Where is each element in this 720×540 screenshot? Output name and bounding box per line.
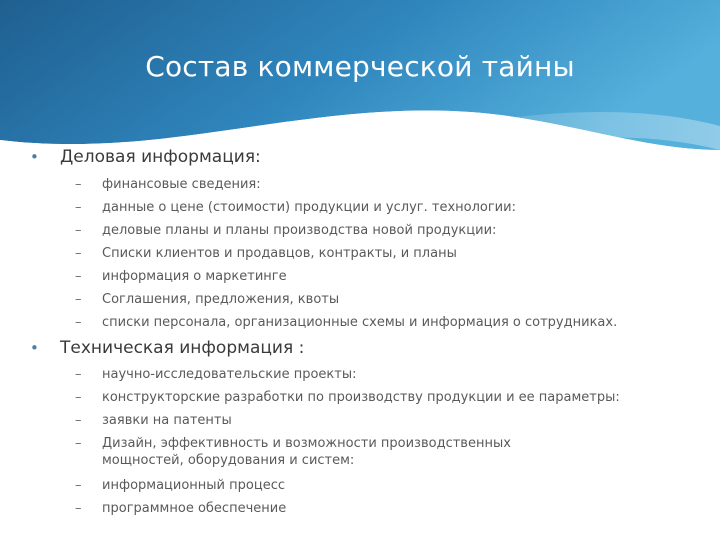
list-item-text: Списки клиентов и продавцов, контракты, и планы bbox=[102, 246, 457, 261]
list-item bbox=[75, 389, 715, 406]
list-item bbox=[75, 222, 715, 239]
list-item-text: Дизайн, эффективность и возможности производственных мощностей, оборудования и систем: bbox=[102, 436, 511, 468]
dash-icon: – bbox=[75, 269, 82, 284]
dash-icon: – bbox=[75, 436, 82, 451]
section-label: Деловая информация: bbox=[60, 147, 261, 167]
slide-title: Состав коммерческой тайны bbox=[145, 50, 575, 83]
list-item bbox=[75, 500, 715, 517]
section-bullet-technical bbox=[30, 337, 304, 359]
list-item-text: программное обеспечение bbox=[102, 501, 287, 516]
list-item bbox=[75, 314, 715, 331]
list-item-text: Соглашения, предложения, квоты bbox=[102, 292, 340, 307]
list-item-text: данные о цене (стоимости) продукции и услуг. технологии: bbox=[102, 200, 516, 215]
list-item-text: финансовые сведения: bbox=[102, 177, 261, 192]
dash-icon: – bbox=[75, 390, 82, 405]
list-item bbox=[75, 412, 715, 429]
dash-icon: – bbox=[75, 367, 82, 382]
list-item-text: конструкторские разработки по производству продукции и ее параметры: bbox=[102, 390, 620, 405]
section-bullet-business bbox=[30, 146, 261, 168]
list-item-text: научно-исследовательские проекты: bbox=[102, 367, 357, 382]
dash-icon: – bbox=[75, 501, 82, 516]
list-item-text: списки персонала, организационные схемы и информация о сотрудниках. bbox=[102, 315, 618, 330]
list-item bbox=[75, 176, 715, 193]
list-item bbox=[75, 199, 715, 216]
dash-icon: – bbox=[75, 200, 82, 215]
dash-icon: – bbox=[75, 315, 82, 330]
list-item-text: деловые планы и планы производства новой продукции: bbox=[102, 223, 497, 238]
section-label: Техническая информация : bbox=[60, 338, 305, 358]
bullet-icon: • bbox=[30, 339, 39, 357]
list-item bbox=[75, 435, 595, 469]
list-item bbox=[75, 477, 715, 494]
dash-icon: – bbox=[75, 413, 82, 428]
list-item bbox=[75, 291, 715, 308]
dash-icon: – bbox=[75, 246, 82, 261]
list-item bbox=[75, 366, 715, 383]
list-item bbox=[75, 245, 715, 262]
list-item-text: заявки на патенты bbox=[102, 413, 232, 428]
list-item bbox=[75, 268, 715, 285]
dash-icon: – bbox=[75, 478, 82, 493]
list-item-text: информационный процесс bbox=[102, 478, 285, 493]
bullet-icon: • bbox=[30, 148, 39, 166]
dash-icon: – bbox=[75, 292, 82, 307]
dash-icon: – bbox=[75, 177, 82, 192]
list-item-text: информация о маркетинге bbox=[102, 269, 287, 284]
dash-icon: – bbox=[75, 223, 82, 238]
